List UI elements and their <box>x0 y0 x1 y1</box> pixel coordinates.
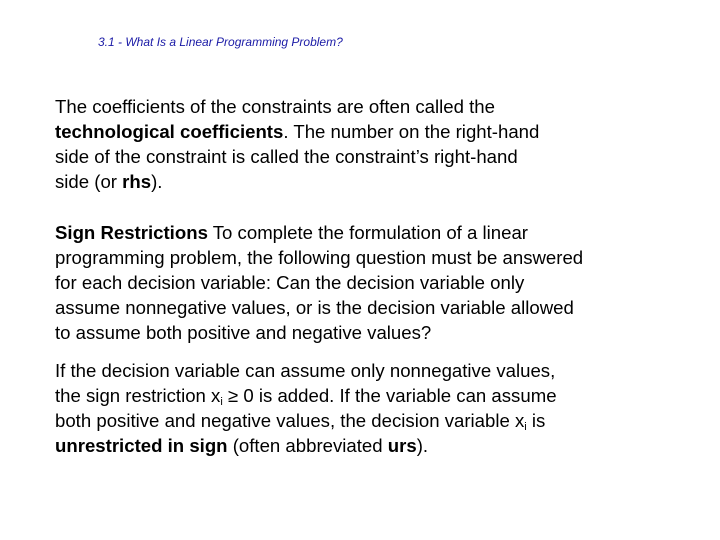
paragraph-line <box>55 144 670 169</box>
paragraph-line <box>55 220 670 245</box>
text-run: both positive and negative values, the decision variable x <box>55 410 525 431</box>
paragraph-line <box>55 408 670 433</box>
paragraph-line <box>55 433 670 458</box>
text-run: assume nonnegative values, or is the decision variable allowed <box>55 297 574 318</box>
paragraph-line <box>55 169 670 194</box>
paragraph-line <box>55 383 670 408</box>
paragraph-line <box>55 245 670 270</box>
term-technological-coefficients: technological coefficients <box>55 121 284 142</box>
term-urs: urs <box>387 435 417 456</box>
paragraph-sign-restrictions <box>55 220 670 345</box>
text-run: to assume both positive and negative values? <box>55 322 432 343</box>
text-run: To complete the formulation of a linear <box>207 222 528 243</box>
paragraph-line <box>55 358 670 383</box>
term-unrestricted-in-sign: unrestricted in sign <box>55 435 228 456</box>
term-rhs: rhs <box>122 171 152 192</box>
text-run: (often abbreviated <box>227 435 388 456</box>
text-run: The coefficients of the constraints are often called the <box>55 96 495 117</box>
paragraph-line <box>55 270 670 295</box>
paragraph-line <box>55 295 670 320</box>
heading-sign-restrictions: Sign Restrictions <box>55 222 208 243</box>
paragraph-line <box>55 94 670 119</box>
subscript-i: i <box>220 396 223 408</box>
text-run: side of the constraint is called the constraint’s right-hand <box>55 146 518 167</box>
slide-header: 3.1 - What Is a Linear Programming Problem? <box>98 35 343 49</box>
text-run: ). <box>151 171 163 192</box>
subscript-i: i <box>524 421 527 433</box>
text-run: programming problem, the following question must be answered <box>55 247 584 268</box>
paragraph-technological-coefficients <box>55 94 670 194</box>
text-run: If the decision variable can assume only nonnegative values, <box>55 360 556 381</box>
text-run: for each decision variable: Can the decision variable only <box>55 272 525 293</box>
text-run: . The number on the right-hand <box>283 121 540 142</box>
text-run: ). <box>416 435 429 456</box>
text-run: the sign restriction x <box>55 385 221 406</box>
paragraph-line <box>55 119 670 144</box>
text-run: is <box>526 410 546 431</box>
paragraph-line <box>55 320 670 345</box>
text-run: ≥ 0 is added. If the variable can assume <box>222 385 557 406</box>
text-run: side (or <box>55 171 123 192</box>
paragraph-unrestricted-in-sign <box>55 358 670 458</box>
